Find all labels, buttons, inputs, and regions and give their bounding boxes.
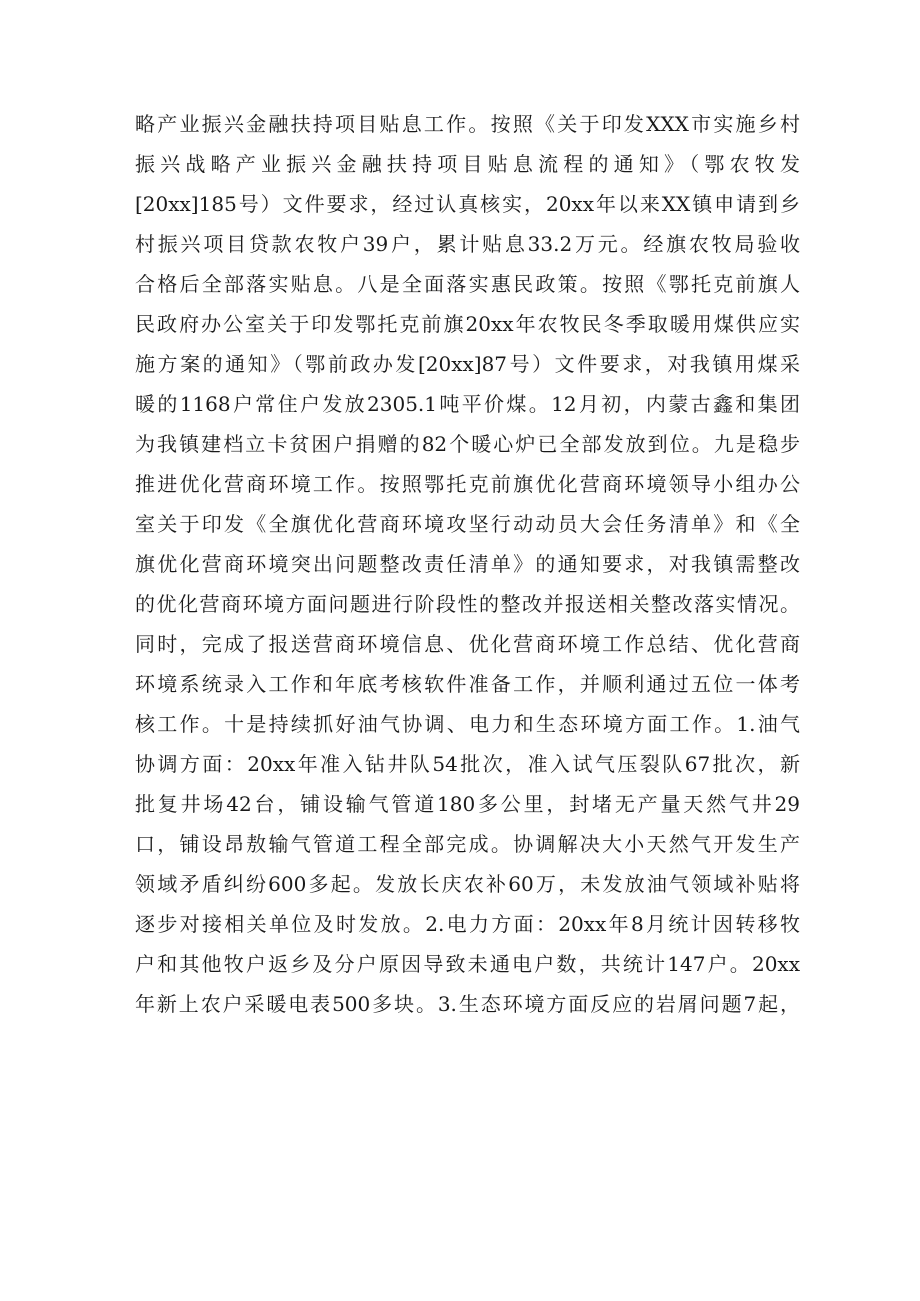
text-line: 同时，完成了报送营商环境信息、优化营商环境工作总结、优化营商 — [135, 632, 800, 656]
text-line: 村振兴项目贷款农牧户39户，累计贴息33.2万元。经旗农牧局验收 — [135, 232, 800, 256]
text-line: 口，铺设昂敖输气管道工程全部完成。协调解决大小天然气开发生产 — [135, 832, 800, 856]
body-text — [135, 104, 800, 1024]
text-line: 略产业振兴金融扶持项目贴息工作。按照《关于印发XXX市实施乡村 — [135, 112, 800, 136]
text-line: 合格后全部落实贴息。八是全面落实惠民政策。按照《鄂托克前旗人 — [135, 272, 800, 296]
text-line: 暖的1168户常住户发放2305.1吨平价煤。12月初，内蒙古鑫和集团 — [135, 392, 800, 416]
text-line: 核工作。十是持续抓好油气协调、电力和生态环境方面工作。1.油气 — [135, 712, 800, 736]
text-line: 协调方面：20xx年准入钻井队54批次，准入试气压裂队67批次，新 — [135, 752, 800, 776]
text-line: [20xx]185号）文件要求，经过认真核实，20xx年以来XX镇申请到乡 — [135, 192, 800, 216]
text-line: 推进优化营商环境工作。按照鄂托克前旗优化营商环境领导小组办公 — [135, 472, 800, 496]
text-line: 为我镇建档立卡贫困户捐赠的82个暖心炉已全部发放到位。九是稳步 — [135, 432, 800, 456]
text-line: 室关于印发《全旗优化营商环境攻坚行动动员大会任务清单》和《全 — [135, 512, 800, 536]
text-line: 户和其他牧户返乡及分户原因导致未通电户数，共统计147户。20xx — [135, 952, 800, 976]
text-line: 民政府办公室关于印发鄂托克前旗20xx年农牧民冬季取暖用煤供应实 — [135, 312, 800, 336]
text-line: 逐步对接相关单位及时发放。2.电力方面：20xx年8月统计因转移牧 — [135, 912, 800, 936]
text-line: 批复井场42台，铺设输气管道180多公里，封堵无产量天然气井29 — [135, 792, 800, 816]
text-line: 施方案的通知》（鄂前政办发[20xx]87号）文件要求，对我镇用煤采 — [135, 352, 800, 376]
text-line: 旗优化营商环境突出问题整改责任清单》的通知要求，对我镇需整改 — [135, 552, 800, 576]
text-line: 振兴战略产业振兴金融扶持项目贴息流程的通知》（鄂农牧发 — [135, 152, 800, 176]
text-line: 环境系统录入工作和年底考核软件准备工作，并顺利通过五位一体考 — [135, 672, 800, 696]
text-line: 领域矛盾纠纷600多起。发放长庆农补60万，未发放油气领域补贴将 — [135, 872, 800, 896]
text-line: 年新上农户采暖电表500多块。3.生态环境方面反应的岩屑问题7起， — [135, 992, 800, 1016]
text-line: 的优化营商环境方面问题进行阶段性的整改并报送相关整改落实情况。 — [135, 592, 800, 616]
